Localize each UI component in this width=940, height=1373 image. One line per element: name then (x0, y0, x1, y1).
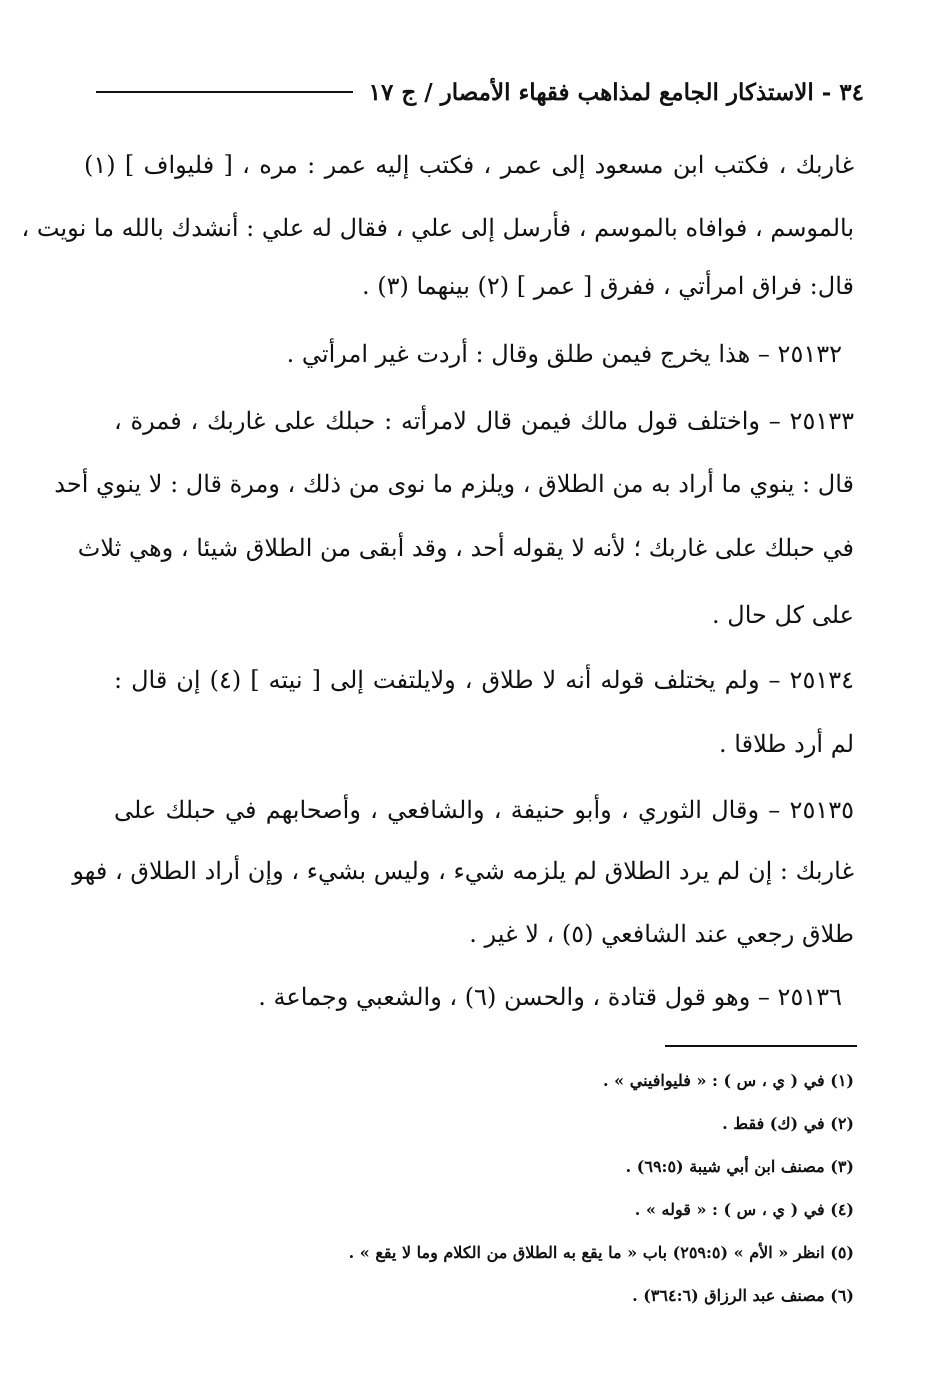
footnote-4: (٤) في ( ي ، س ) : « قوله » . (634, 1200, 854, 1219)
footnote-separator (665, 1045, 857, 1047)
footnote-5: (٥) انظر « الأم » (٢٥٩:٥) باب « ما يقع به الطلاق من الكلام وما لا يقع » . (348, 1243, 854, 1262)
footnote-2: (٢) في (ك) فقط . (722, 1114, 854, 1133)
body-line-3: قال: فراق امرأتي ، ففرق [ عمر ] (٢) بينهما (٣) . (361, 272, 854, 300)
header-rule (96, 91, 353, 93)
footnote-1: (١) في ( ي ، س ) : « فليوافيني » . (603, 1071, 854, 1090)
paragraph-25135-line-2: غاربك : إن لم يرد الطلاق لم يلزمه شيء ، وليس بشيء ، وإن أراد الطلاق ، فهو (72, 857, 854, 885)
paragraph-25132: ٢٥١٣٢ – هذا يخرج فيمن طلق وقال : أردت غير امرأتي . (286, 340, 842, 368)
body-line-2: بالموسم ، فوافاه بالموسم ، فأرسل إلى علي ، فقال له علي : أنشدك بالله ما نويت ، (21, 214, 854, 242)
paragraph-25134-line-2: لم أرد طلاقا . (719, 730, 854, 758)
paragraph-25133-line-1: ٢٥١٣٣ – واختلف قول مالك فيمن قال لامرأته : حبلك على غاربك ، فمرة ، (114, 407, 854, 435)
footnote-6: (٦) مصنف عبد الرزاق (٣٦٤:٦) . (632, 1286, 854, 1305)
running-header (96, 72, 864, 112)
paragraph-25133-line-2: قال : ينوي ما أراد به من الطلاق ، ويلزم ما نوى من ذلك ، ومرة قال : لا ينوي أحد (54, 470, 854, 498)
paragraph-25134-line-1: ٢٥١٣٤ – ولم يختلف قوله أنه لا طلاق ، ولايلتفت إلى [ نيته ] (٤) إن قال : (114, 666, 854, 694)
paragraph-25135-line-3: طلاق رجعي عند الشافعي (٥) ، لا غير . (469, 920, 854, 948)
paragraph-25133-line-4: على كل حال . (712, 601, 854, 629)
header-title: ٣٤ - الاستذكار الجامع لمذاهب فقهاء الأمصار / ج ١٧ (368, 78, 864, 106)
paragraph-25133-line-3: في حبلك على غاربك ؛ لأنه لا يقوله أحد ، وقد أبقى من الطلاق شيئا ، وهي ثلاث (77, 534, 854, 562)
footnote-3: (٣) مصنف ابن أبي شيبة (٦٩:٥) . (625, 1157, 854, 1176)
paragraph-25135-line-1: ٢٥١٣٥ – وقال الثوري ، وأبو حنيفة ، والشافعي ، وأصحابهم في حبلك على (114, 796, 854, 824)
paragraph-25136: ٢٥١٣٦ – وهو قول قتادة ، والحسن (٦) ، والشعبي وجماعة . (258, 983, 842, 1011)
body-line-1: غاربك ، فكتب ابن مسعود إلى عمر ، فكتب إليه عمر : مره ، [ فليواف ] (١) (84, 151, 854, 179)
